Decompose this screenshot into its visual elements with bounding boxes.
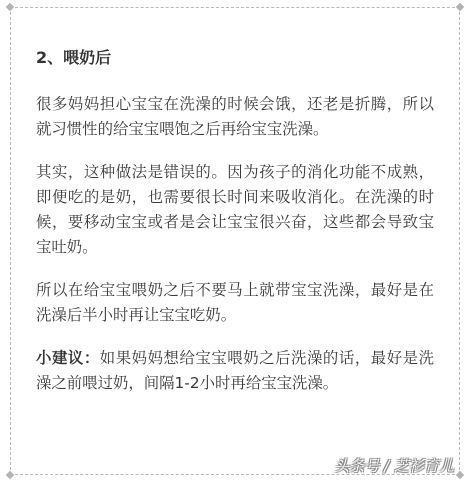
source-watermark: 头条号 / 芝衫育儿 — [334, 457, 454, 475]
article-content — [36, 46, 434, 414]
paragraph-explanation: 其实，这种做法是错误的。因为孩子的消化功能不成熟，即便吃的是奶，也需要很长时间来吸收消化。在洗澡的时候，要移动宝宝或者是会让宝宝很兴奋，这些都会导致宝宝吐奶。 — [36, 163, 434, 256]
paragraph-advice: 所以在给宝宝喂奶之后不要马上就带宝宝洗澡，最好是在洗澡后半小时再让宝宝吃奶。 — [36, 281, 434, 324]
tip-text: 如果妈妈想给宝宝喂奶之后洗澡的话，最好是洗澡之前喂过奶，间隔1-2小时再给宝宝洗澡。 — [36, 349, 434, 392]
paragraph-worry: 很多妈妈担心宝宝在洗澡的时候会饿，还老是折腾，所以就习惯性的给宝宝喂饱之后再给宝宝洗澡。 — [36, 95, 434, 138]
section-heading: 2、喂奶后 — [36, 48, 112, 67]
paragraph-tip — [36, 346, 434, 396]
tip-label: 小建议： — [36, 349, 100, 367]
frame-corner-bottom-right — [456, 471, 464, 479]
